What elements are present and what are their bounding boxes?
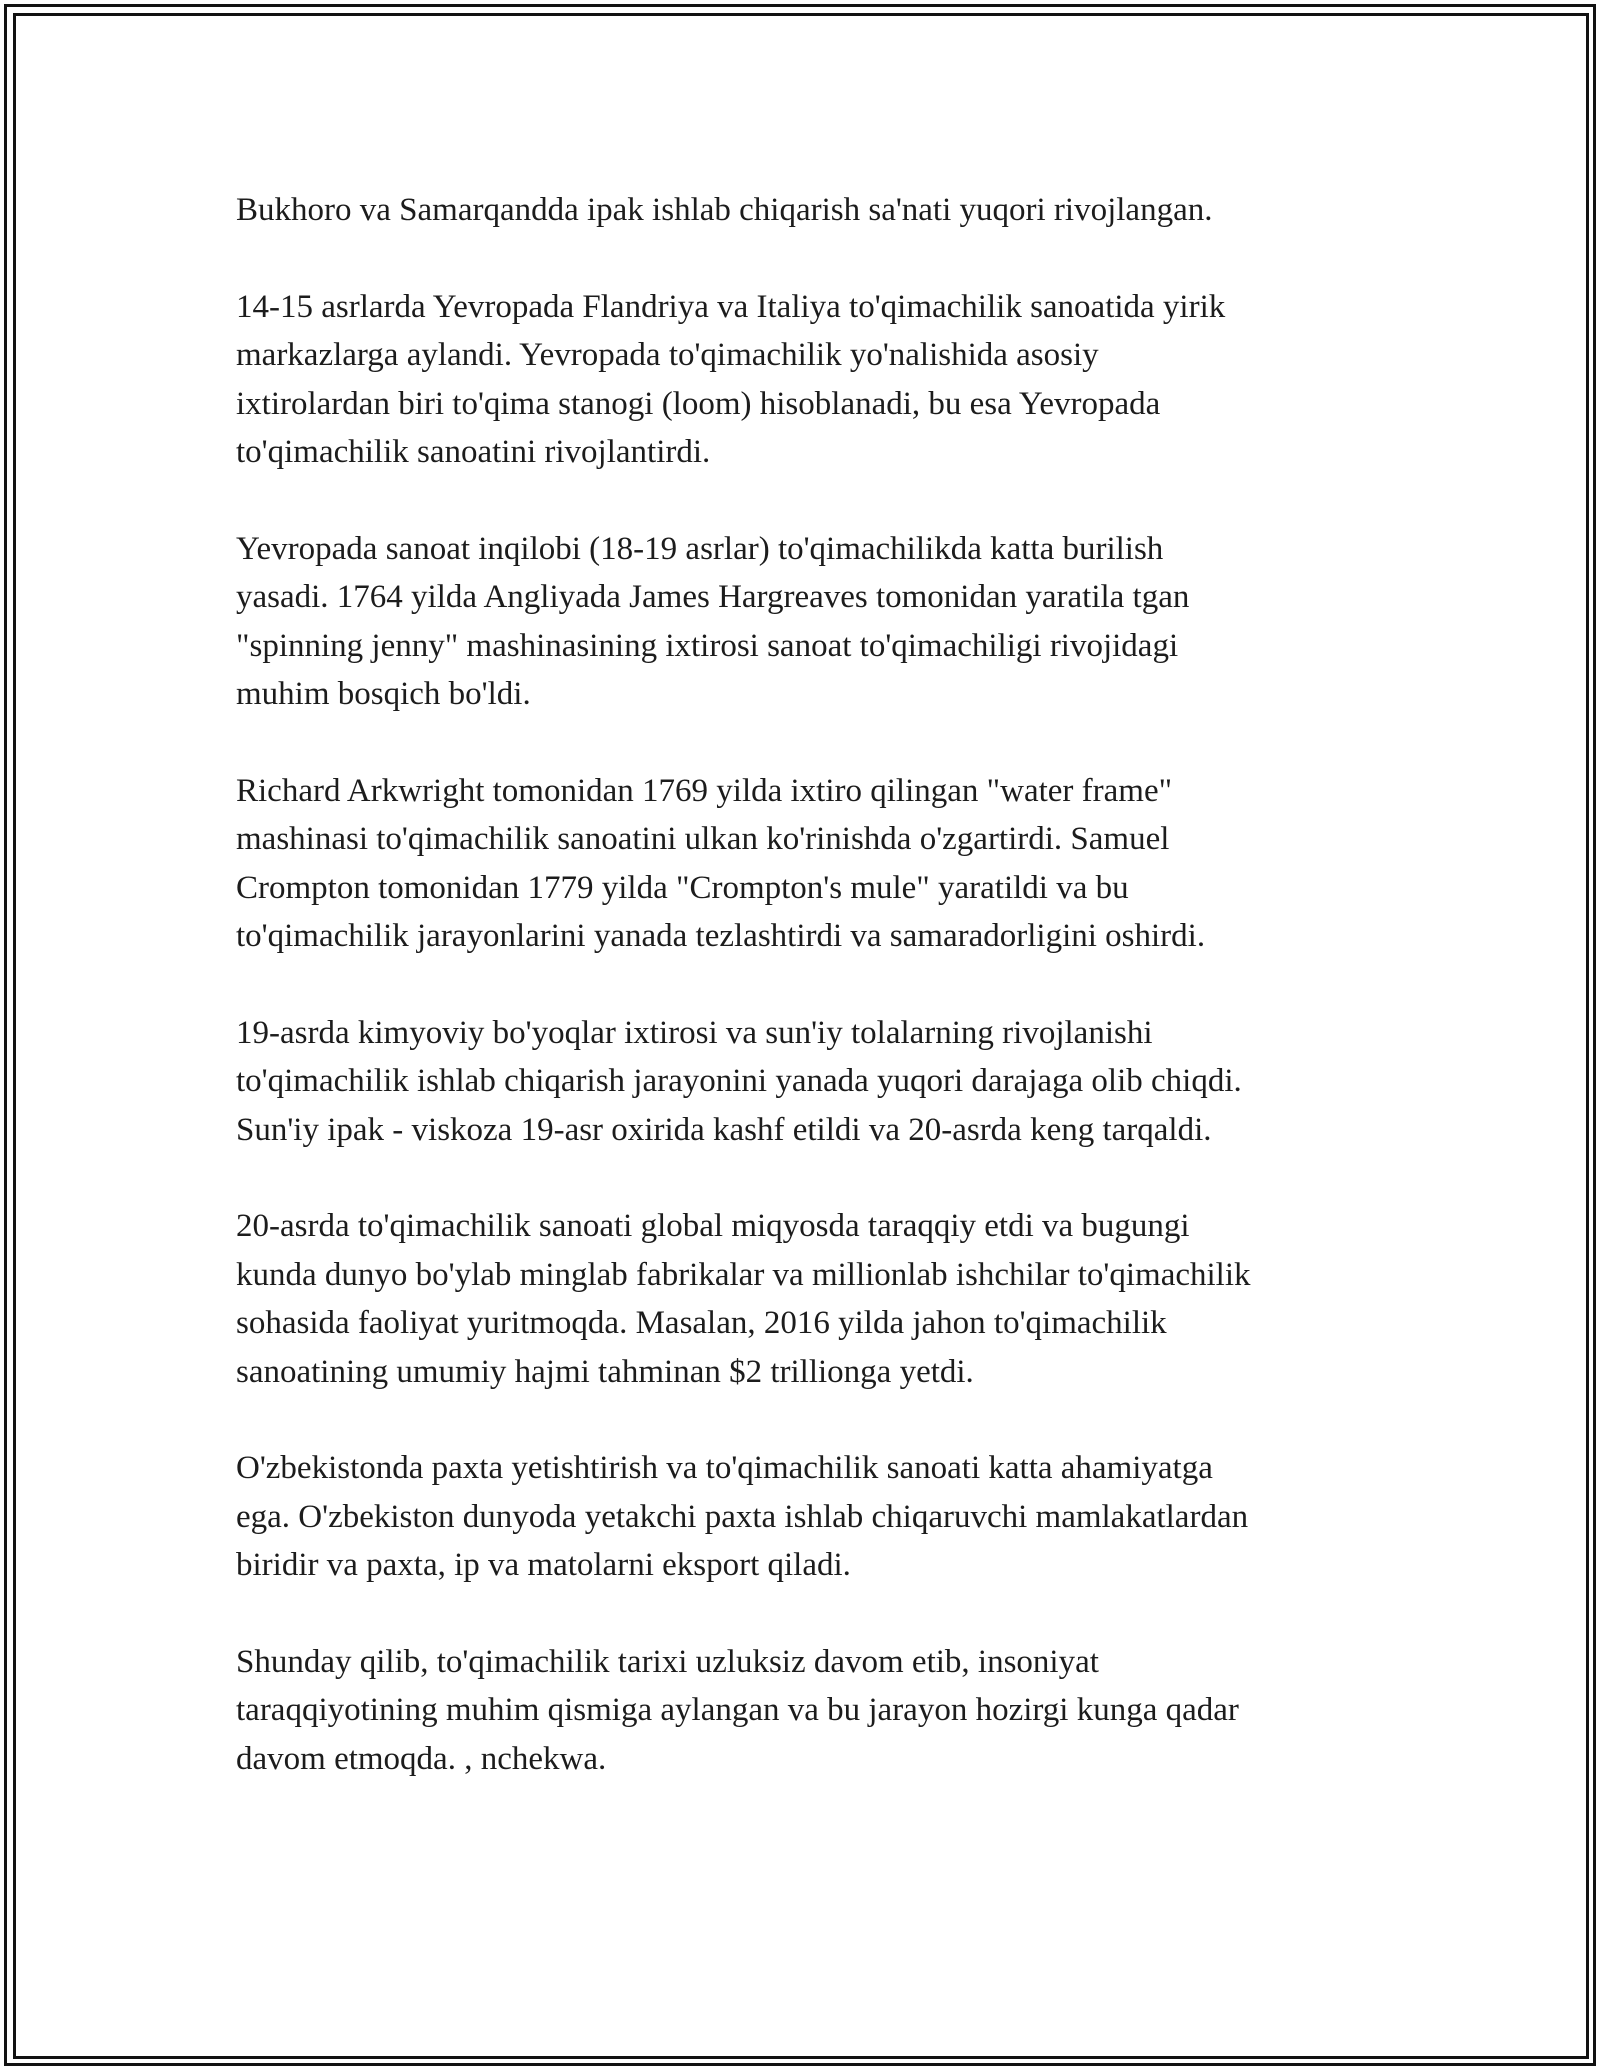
paragraph-europe-14-15-century: 14-15 asrlarda Yevropada Flandriya va Italiya to'qimachilik sanoatida yirik markazlarga aylandi. Yevropada to'qimachilik yo'nalishida asosiy ixtirolardan biri to'qima stanogi (loom) hisoblanadi, bu esa Yevropada to'qimachilik sanoatini rivojlantirdi. bbox=[236, 288, 1226, 470]
document-body bbox=[236, 186, 1396, 1831]
paragraph-industrial-revolution: Yevropada sanoat inqilobi (18-19 asrlar) to'qimachilikda katta burilish yasadi. 1764 yilda Angliyada James Hargreaves tomonidan yaratila tgan "spinning jenny" mashinasining ixtirosi sanoat to'qimachiligi rivojidagi muhim bosqich bo'ldi. bbox=[236, 530, 1190, 712]
paragraph-conclusion: Shunday qilib, to'qimachilik tarixi uzluksiz davom etib, insoniyat taraqqiyotining muhim qismiga aylangan va bu jarayon hozirgi kunga qadar davom etmoqda. , nchekwa. bbox=[236, 1643, 1239, 1777]
paragraph-19th-century-dyes: 19-asrda kimyoviy bo'yoqlar ixtirosi va sun'iy tolalarning rivojlanishi to'qimachilik ishlab chiqarish jarayonini yanada yuqori darajaga olib chiqdi. Sun'iy ipak - viskoza 19-asr oxirida kashf etildi va 20-asrda keng tarqaldi. bbox=[236, 1014, 1242, 1148]
paragraph-uzbekistan-cotton: O'zbekistonda paxta yetishtirish va to'qimachilik sanoati katta ahamiyatga ega. O'zbekiston dunyoda yetakchi paxta ishlab chiqaruvchi mamlakatlardan biridir va paxta, ip va matolarni eksport qiladi. bbox=[236, 1450, 1249, 1583]
paragraph-20th-century-global: 20-asrda to'qimachilik sanoati global miqyosda taraqqiy etdi va bugungi kunda dunyo bo'ylab minglab fabrikalar va millionlab ishchilar to'qimachilik sohasida faoliyat yuritmoqda. Masalan, 2016 yilda jahon to'qimachilik sanoatining umumiy hajmi tahminan $2 trillionga yetdi. bbox=[236, 1208, 1251, 1390]
paragraph-arkwright-crompton: Richard Arkwright tomonidan 1769 yilda ixtiro qilingan "water frame" mashinasi to'qimachilik sanoatini ulkan ko'rinishda o'zgartirdi. Samuel Crompton tomonidan 1779 yilda "Crompton's mule" yaratildi va bu to'qimachilik jarayonlarini yanada tezlashtirdi va samaradorligini oshirdi. bbox=[236, 772, 1206, 954]
paragraph-silk-production: Bukhoro va Samarqandda ipak ishlab chiqarish sa'nati yuqori rivojlangan. bbox=[236, 192, 1213, 228]
